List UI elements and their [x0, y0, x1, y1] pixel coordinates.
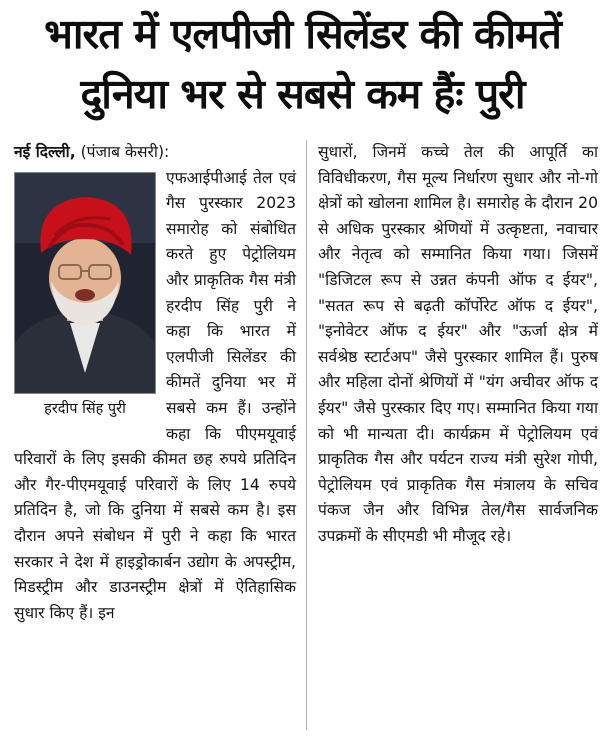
dateline-place: नई दिल्ली, — [14, 143, 76, 161]
portrait-photo — [14, 172, 156, 394]
dateline-source: (पंजाब केसरी): — [75, 143, 170, 161]
photo-box — [14, 172, 156, 434]
headline-line-1: भारत में एलपीजी सिलेंडर की कीमतें — [44, 10, 561, 58]
headline-line-2: दुनिया भर से सबसे कम हैंः पुरी — [80, 70, 525, 118]
portrait-illustration — [15, 173, 155, 393]
article-text-right: सुधारों, जिनमें कच्चे तेल की आपूर्ति का विविधीकरण, गैस मूल्य निर्धारण सुधार और नो-गो क्षेत्रों को खोलना शामिल है। समारोह के दौरान 20 से अधिक पुरस्कार श्रेणियों में उत्कृष्टता, नवाचार और नेतृत्व को सम्मानित किया गया। जिसमें "डिजिटल रूप से उन्नत कंपनी ऑफ द ईयर", "सतत रूप से बढ़ती कॉर्पोरेट ऑफ द ईयर", "इनोवेटर ऑफ द ईयर" और "ऊर्जा क्षेत्र में सर्वश्रेष्ठ स्टार्टअप" जैसे पुरस्कार शामिल हैं। पुरुष और महिला दोनों श्रेणियों में "यंग अचीवर ऑफ द ईयर" जैसे पुरस्कार दिए गए। सम्मानित किया गया को भी मान्यता दी। कार्यक्रम में पेट्रोलियम एवं प्राकृतिक गैस और पर्यटन राज्य मंत्री सुरेश गोपी, पेट्रोलियम एवं प्राकृतिक गैस मंत्रालय के सचिव पंकज जैन और विभिन्न तेल/गैस सार्वजनिक उपक्रमों के सीएमडी भी मौजूद रहे। — [318, 143, 598, 545]
headline — [0, 4, 605, 124]
article-text-left: एफआईपीआई तेल एवं गैस पुरस्कार 2023 समारोह को संबोधित करते हुए पेट्रोलियम और प्राकृतिक गैस मंत्री हरदीप सिंह पुरी ने कहा कि भारत में एलपीजी सिलेंडर की कीमतें दुनिया भर में सबसे कम हैं। उन्होंने कहा कि पीएमयूवाई परिवारों के लिए इसकी कीमत छह रुपये प्रतिदिन और गैर-पीएमयूवाई परिवारों के लिए 14 रुपये प्रतिदिन है, जो कि दुनिया में सबसे कम है। इस दौरान अपने संबोधन में पुरी ने कहा कि भारत सरकार ने देश में हाइड्रोकार्बन उद्योग के अपस्ट्रीम, मिडस्ट्रीम और डाउनस्ट्रीम क्षेत्रों में ऐतिहासिक सुधार किए हैं। इन — [14, 168, 296, 622]
photo-caption: हरदीप सिंह पुरी — [14, 394, 156, 424]
dateline — [14, 140, 296, 166]
article-column-right — [318, 140, 598, 550]
article-column-left — [14, 140, 296, 626]
column-divider — [306, 140, 307, 730]
